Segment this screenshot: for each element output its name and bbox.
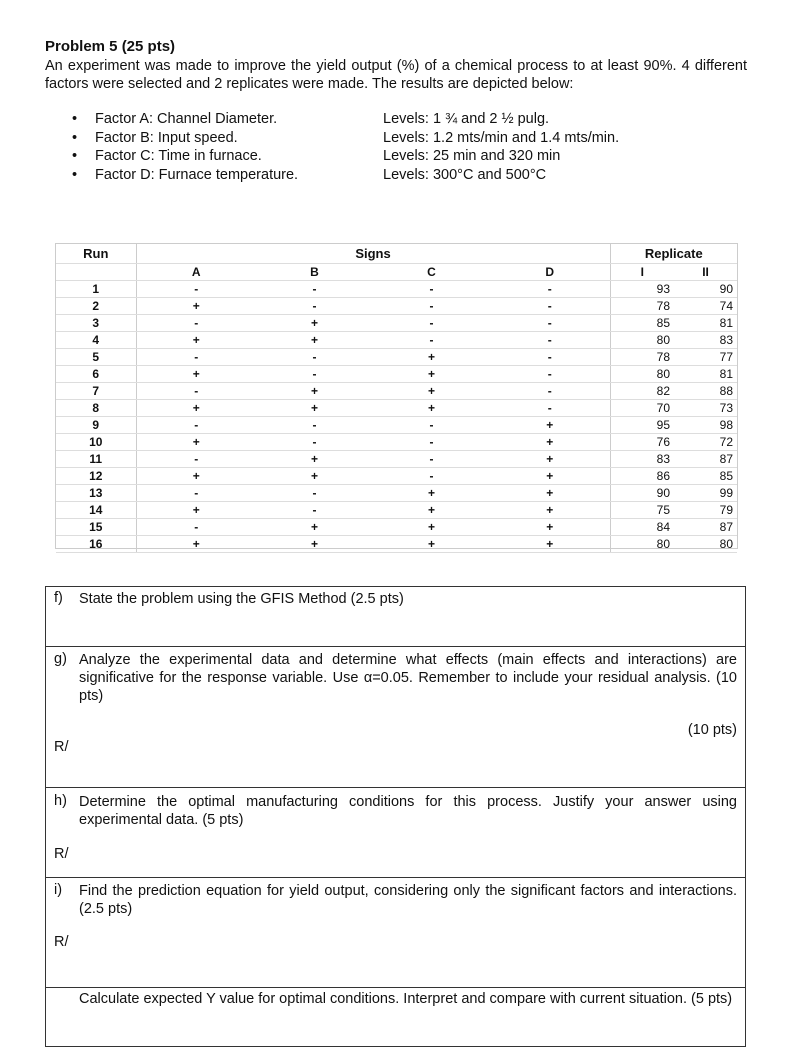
sign-d: +	[490, 434, 610, 451]
bullet-icon: •	[72, 129, 78, 146]
problem-intro: An experiment was made to improve the yield output (%) of a chemical process to at least 90%. 4 different factors were selected and 2 replicates were made. The results are depicted below:	[45, 58, 747, 92]
replicate-2-value: 90	[674, 281, 737, 298]
table-row	[56, 434, 737, 451]
factor-item	[72, 147, 712, 166]
sign-a: -	[136, 485, 256, 502]
replicate-2-value: 79	[674, 502, 737, 519]
replicate-2-value: 87	[674, 451, 737, 468]
replicate-1-value: 70	[610, 400, 674, 417]
sign-d: -	[490, 332, 610, 349]
replicate-2-value: 99	[674, 485, 737, 502]
sign-a: +	[136, 502, 256, 519]
sign-d: -	[490, 400, 610, 417]
replicate-1-value: 78	[610, 298, 674, 315]
sign-d: -	[490, 315, 610, 332]
sign-b: +	[256, 536, 373, 553]
question-label: i)	[54, 882, 63, 898]
sign-a: +	[136, 468, 256, 485]
sign-b: +	[256, 383, 373, 400]
question-text: State the problem using the GFIS Method (2.5 pts)	[79, 591, 404, 607]
sign-a: -	[136, 451, 256, 468]
design-table	[56, 244, 737, 553]
sign-b: -	[256, 281, 373, 298]
replicate-2-value: 72	[674, 434, 737, 451]
sign-c: +	[373, 400, 490, 417]
run-number: 12	[56, 468, 136, 485]
factor-header-b: B	[256, 264, 373, 281]
run-number: 2	[56, 298, 136, 315]
replicate-2-value: 81	[674, 315, 737, 332]
question-label: f)	[54, 590, 63, 606]
bullet-icon: •	[72, 148, 78, 164]
sign-c: +	[373, 349, 490, 366]
replicate-1-value: 90	[610, 485, 674, 502]
question-text: Determine the optimal manufacturing conditions for this process. Justify your answer using experimental data. (5 pts)	[79, 794, 737, 828]
question-i	[45, 877, 746, 988]
replicate-1-value: 85	[610, 315, 674, 332]
replicate-2-value: 77	[674, 349, 737, 366]
replicate-2-value: 80	[674, 536, 737, 553]
table-row	[56, 502, 737, 519]
question-label: g)	[54, 651, 67, 667]
sign-d: -	[490, 366, 610, 383]
question-j	[45, 987, 746, 1047]
sign-c: -	[373, 332, 490, 349]
answer-label[interactable]: R/	[54, 934, 69, 950]
signs-header: Signs	[136, 244, 610, 264]
sign-a: +	[136, 332, 256, 349]
answer-label[interactable]: R/	[54, 739, 69, 755]
table-row	[56, 383, 737, 400]
table-row	[56, 315, 737, 332]
replicate-1-value: 84	[610, 519, 674, 536]
sign-a: +	[136, 400, 256, 417]
replicate-1-value: 93	[610, 281, 674, 298]
replicate-header: Replicate	[610, 244, 737, 264]
replicate-1-value: 75	[610, 502, 674, 519]
sign-c: -	[373, 315, 490, 332]
replicate-2-value: 88	[674, 383, 737, 400]
run-number: 15	[56, 519, 136, 536]
factor-levels: Levels: 1.2 mts/min and 1.4 mts/min.	[383, 129, 620, 146]
sign-a: -	[136, 281, 256, 298]
sign-a: +	[136, 298, 256, 315]
sign-c: -	[373, 434, 490, 451]
replicate-1-value: 76	[610, 434, 674, 451]
sign-a: +	[136, 366, 256, 383]
run-number: 10	[56, 434, 136, 451]
factor-header-a: A	[136, 264, 256, 281]
run-number: 13	[56, 485, 136, 502]
sign-c: +	[373, 366, 490, 383]
run-number: 11	[56, 451, 136, 468]
factor-header-d: D	[490, 264, 610, 281]
factor-name: Factor D: Furnace temperature.	[95, 166, 299, 183]
sign-b: -	[256, 485, 373, 502]
sign-b: -	[256, 298, 373, 315]
replicate-label-2: II	[674, 264, 737, 281]
factor-item	[72, 166, 712, 185]
replicate-1-value: 80	[610, 536, 674, 553]
points-label: (10 pts)	[687, 722, 737, 738]
sign-c: +	[373, 383, 490, 400]
sign-b: +	[256, 519, 373, 536]
sign-d: +	[490, 502, 610, 519]
table-row	[56, 536, 737, 553]
replicate-1-value: 82	[610, 383, 674, 400]
sign-d: -	[490, 281, 610, 298]
sign-b: +	[256, 451, 373, 468]
bullet-icon: •	[72, 166, 78, 183]
table-row	[56, 349, 737, 366]
question-text: Find the prediction equation for yield output, considering only the significant factors and interactions. (2.5 pts)	[79, 883, 737, 917]
run-number: 5	[56, 349, 136, 366]
sign-c: +	[373, 502, 490, 519]
run-header: Run	[56, 244, 136, 264]
run-number: 8	[56, 400, 136, 417]
run-number: 16	[56, 536, 136, 553]
sign-c: +	[373, 485, 490, 502]
sign-d: +	[490, 536, 610, 553]
sign-d: +	[490, 468, 610, 485]
question-label: h)	[54, 793, 67, 809]
sign-c: -	[373, 281, 490, 298]
factor-levels: Levels: 300°C and 500°C	[383, 166, 547, 183]
replicate-1-value: 95	[610, 417, 674, 434]
sign-b: +	[256, 332, 373, 349]
sign-d: -	[490, 298, 610, 315]
table-row	[56, 451, 737, 468]
factor-name: Factor B: Input speed.	[95, 129, 238, 146]
run-number: 14	[56, 502, 136, 519]
factor-name: Factor A: Channel Diameter.	[95, 111, 278, 127]
factor-list	[72, 110, 712, 184]
sign-b: +	[256, 400, 373, 417]
replicate-1-value: 80	[610, 366, 674, 383]
table-row	[56, 400, 737, 417]
replicate-2-value: 74	[674, 298, 737, 315]
sign-a: -	[136, 315, 256, 332]
replicate-2-value: 83	[674, 332, 737, 349]
factor-item	[72, 129, 712, 148]
replicate-2-value: 85	[674, 468, 737, 485]
factor-name: Factor C: Time in furnace.	[95, 148, 262, 164]
sign-a: -	[136, 519, 256, 536]
sign-b: -	[256, 417, 373, 434]
replicate-2-value: 87	[674, 519, 737, 536]
run-number: 9	[56, 417, 136, 434]
table-row	[56, 281, 737, 298]
sign-c: -	[373, 451, 490, 468]
run-number: 6	[56, 366, 136, 383]
run-number: 1	[56, 281, 136, 298]
replicate-1-value: 86	[610, 468, 674, 485]
sign-d: +	[490, 519, 610, 536]
sign-b: -	[256, 434, 373, 451]
answer-label[interactable]: R/	[54, 846, 69, 862]
sign-c: +	[373, 519, 490, 536]
sign-d: -	[490, 349, 610, 366]
question-g	[45, 646, 746, 788]
replicate-2-value: 73	[674, 400, 737, 417]
sign-c: -	[373, 468, 490, 485]
run-number: 4	[56, 332, 136, 349]
sign-c: +	[373, 536, 490, 553]
sign-a: -	[136, 349, 256, 366]
factor-levels: Levels: 1 ¾ and 2 ½ pulg.	[383, 111, 550, 127]
replicate-2-value: 81	[674, 366, 737, 383]
sign-c: -	[373, 417, 490, 434]
replicate-1-value: 80	[610, 332, 674, 349]
sign-a: -	[136, 417, 256, 434]
replicate-1-value: 78	[610, 349, 674, 366]
sign-d: +	[490, 451, 610, 468]
sign-b: -	[256, 502, 373, 519]
sign-b: +	[256, 315, 373, 332]
table-row	[56, 417, 737, 434]
sign-a: +	[136, 434, 256, 451]
bullet-icon: •	[72, 111, 78, 127]
table-row	[56, 298, 737, 315]
sign-b: +	[256, 468, 373, 485]
factor-item	[72, 110, 712, 129]
table-row	[56, 485, 737, 502]
question-text: Calculate expected Y value for optimal conditions. Interpret and compare with current situation. (5 pts)	[79, 991, 733, 1007]
table-row	[56, 468, 737, 485]
run-number: 3	[56, 315, 136, 332]
replicate-1-value: 83	[610, 451, 674, 468]
factor-levels: Levels: 25 min and 320 min	[383, 148, 561, 164]
question-text: Analyze the experimental data and determine what effects (main effects and interactions) are significative for the response variable. Use α=0.05. Remember to include your residual analysis. (10 pts)	[79, 652, 737, 704]
question-f	[45, 586, 746, 647]
table-row	[56, 332, 737, 349]
sign-a: +	[136, 536, 256, 553]
sign-c: -	[373, 298, 490, 315]
sign-b: -	[256, 349, 373, 366]
sign-d: +	[490, 485, 610, 502]
sign-a: -	[136, 383, 256, 400]
sign-b: -	[256, 366, 373, 383]
problem-title: Problem 5 (25 pts)	[45, 38, 176, 55]
factor-header-c: C	[373, 264, 490, 281]
table-row	[56, 366, 737, 383]
replicate-2-value: 98	[674, 417, 737, 434]
sign-d: -	[490, 383, 610, 400]
table-row	[56, 519, 737, 536]
question-h	[45, 787, 746, 878]
sign-d: +	[490, 417, 610, 434]
replicate-label-1: I	[610, 264, 674, 281]
run-number: 7	[56, 383, 136, 400]
